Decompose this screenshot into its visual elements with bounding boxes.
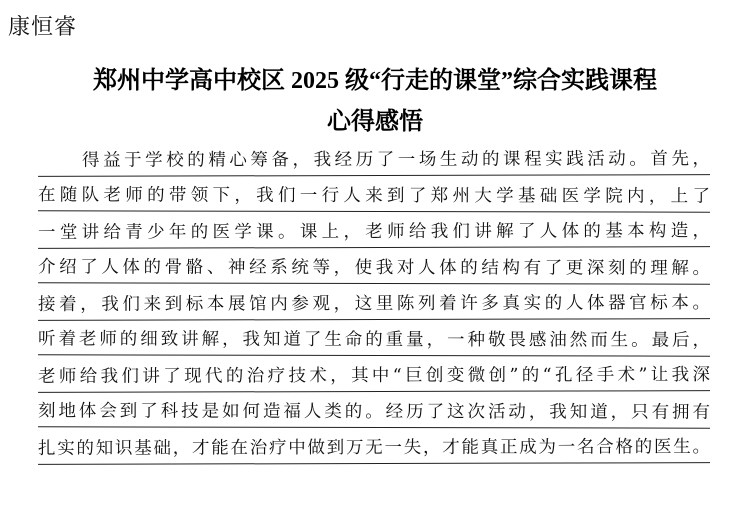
- author-signature: 康恒睿: [8, 15, 78, 40]
- essay-subtitle: 心得感悟: [327, 109, 423, 135]
- essay-line: 得益于学校的精心筹备，我经历了一场生动的课程实践活动。首先，: [38, 139, 710, 177]
- essay-line: 扎实的知识基础，才能在治疗中做到万无一失，才能真正成为一名合格的医生。: [38, 427, 710, 465]
- essay-line: 刻地体会到了科技是如何造福人类的。经历了这次活动，我知道，只有拥有: [38, 391, 710, 428]
- essay-body: [38, 140, 710, 464]
- essay-line: 老师给我们讲了现代的治疗技术，其中“巨创变微创”的“孔径手术”让我深: [38, 355, 710, 393]
- essay-line: 在随队老师的带领下，我们一行人来到了郑州大学基础医学院内，上了: [38, 175, 710, 212]
- essay-title: 郑州中学高中校区 2025 级“行走的课堂”综合实践课程: [93, 68, 657, 94]
- essay-line: 介绍了人体的骨骼、神经系统等，使我对人体的结构有了更深刻的理解。: [38, 247, 710, 284]
- essay-line: 一堂讲给青少年的医学课。课上，老师给我们讲解了人体的基本构造，: [38, 211, 710, 249]
- essay-line: 接着，我们来到标本展馆内参观，这里陈列着许多真实的人体器官标本。: [38, 283, 710, 321]
- essay-line: 听着老师的细致讲解，我知道了生命的重量，一种敬畏感油然而生。最后，: [38, 319, 710, 356]
